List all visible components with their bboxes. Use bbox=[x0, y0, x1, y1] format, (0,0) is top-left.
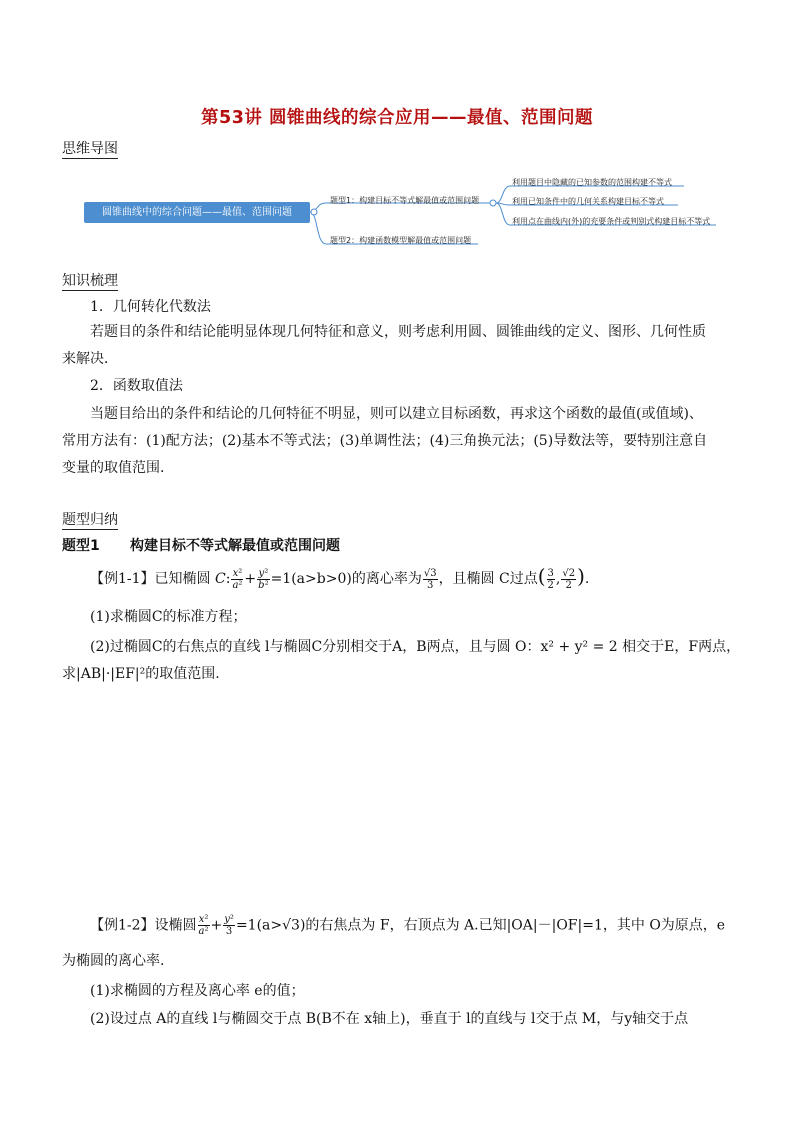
fraction-sqrt3-3: $\frac{√3}{3}$ bbox=[423, 567, 437, 591]
fraction-sqrt2-2: $\frac{√2}{2}$ bbox=[562, 567, 576, 591]
section-heading-types: 题型归纳 bbox=[62, 512, 118, 528]
mindmap-leaf-3: 利用点在曲线内(外)的充要条件或判别式构建目标不等式 bbox=[512, 217, 711, 226]
fraction-x2-a2: $\frac{\text{x²}}{\text{a²}}$ bbox=[232, 567, 243, 591]
fraction-y2-b2: $\frac{\text{y²}}{\text{b²}}$ bbox=[258, 567, 269, 591]
type1-title: 构建目标不等式解最值或范围问题 bbox=[130, 538, 340, 554]
example-1-1-statement: 【例1-1】已知椭圆 C: $\frac{\text{x²}}{\text{a²}}$ + $\frac{\text{y²}}{\text{b²}}$ =1(a>b>0)的离心率为 $\frac{√3}{3}$ ，且椭圆 C过点( $\frac{3}{2}$ , $\frac{√2}{2}$ ). bbox=[90, 564, 590, 591]
fraction-y2-3: $\frac{\text{y²}}{3}$ bbox=[224, 914, 234, 937]
mindmap-leaf-1: 利用题目中隐藏的已知参数的范围构建不等式 bbox=[512, 178, 672, 187]
mindmap-leaf-2: 利用已知条件中的几何关系构建目标不等式 bbox=[512, 197, 664, 206]
example-1-1-question-2-line2: 求|AB|·|EF|²的取值范围. bbox=[62, 666, 220, 682]
mindmap-root-node: 圆锥曲线中的综合问题——最值、范围问题 bbox=[84, 202, 310, 223]
knowledge-item1-line1: 若题目的条件和结论能明显体现几何特征和意义，则考虑利用圆、圆锥曲线的定义、图形、几何性质 bbox=[90, 324, 706, 340]
example-1-2-question-1: (1)求椭圆的方程及离心率 e的值； bbox=[90, 983, 305, 999]
knowledge-item1-line2: 来解决． bbox=[62, 351, 118, 367]
section-heading-mindmap: 思维导图 bbox=[62, 141, 118, 157]
section-heading-knowledge: 知识梳理 bbox=[62, 273, 118, 289]
example-1-1-question-1: (1)求椭圆C的标准方程； bbox=[90, 609, 247, 625]
knowledge-item2-line3: 变量的取值范围. bbox=[62, 460, 165, 476]
mindmap-connectors bbox=[0, 0, 794, 300]
example-1-2-statement: 【例1-2】设椭圆 $\frac{\text{x²}}{\text{a²}}$ + $\frac{\text{y²}}{3}$ =1(a>√3)的右焦点为 F，右顶点为 A.已知|OA|－|OF|=1，其中 O为原点，e bbox=[90, 914, 726, 937]
example-1-2-line2: 为椭圆的离心率. bbox=[62, 953, 165, 969]
knowledge-item2-title: 2．函数取值法 bbox=[90, 378, 183, 394]
knowledge-item1-title: 1．几何转化代数法 bbox=[90, 299, 211, 315]
page-title: 第53讲 圆锥曲线的综合应用——最值、范围问题 bbox=[201, 108, 593, 128]
knowledge-item2-line2: 常用方法有：(1)配方法；(2)基本不等式法；(3)单调性法；(4)三角换元法；(5)导数法等，要特别注意自 bbox=[62, 433, 708, 449]
example-1-1-label: 【例1-1】 bbox=[90, 571, 155, 587]
knowledge-item2-line1: 当题目给出的条件和结论的几何特征不明显，则可以建立目标函数，再求这个函数的最值(或值域)、 bbox=[90, 406, 703, 422]
mindmap-branch-type2: 题型2：构建函数模型解最值或范围问题 bbox=[330, 236, 472, 245]
fraction-x2-a2-2: $\frac{\text{x²}}{\text{a²}}$ bbox=[198, 914, 209, 937]
example-1-2-question-2: (2)设过点 A的直线 l与椭圆交于点 B(B不在 x轴上)，垂直于 l的直线与 l交于点 M，与y轴交于点 bbox=[90, 1011, 689, 1027]
mindmap-branch-type1: 题型1：构建目标不等式解最值或范围问题 bbox=[330, 196, 480, 205]
example-1-1-question-2-line1: (2)过椭圆C的右焦点的直线 l与椭圆C分别相交于A，B两点，且与圆 O：x² + y² = 2 相交于E，F两点， bbox=[90, 639, 741, 655]
example-1-2-label: 【例1-2】 bbox=[90, 917, 155, 934]
type1-label: 题型1 bbox=[62, 538, 100, 554]
fraction-3-2: $\frac{3}{2}$ bbox=[547, 567, 554, 591]
